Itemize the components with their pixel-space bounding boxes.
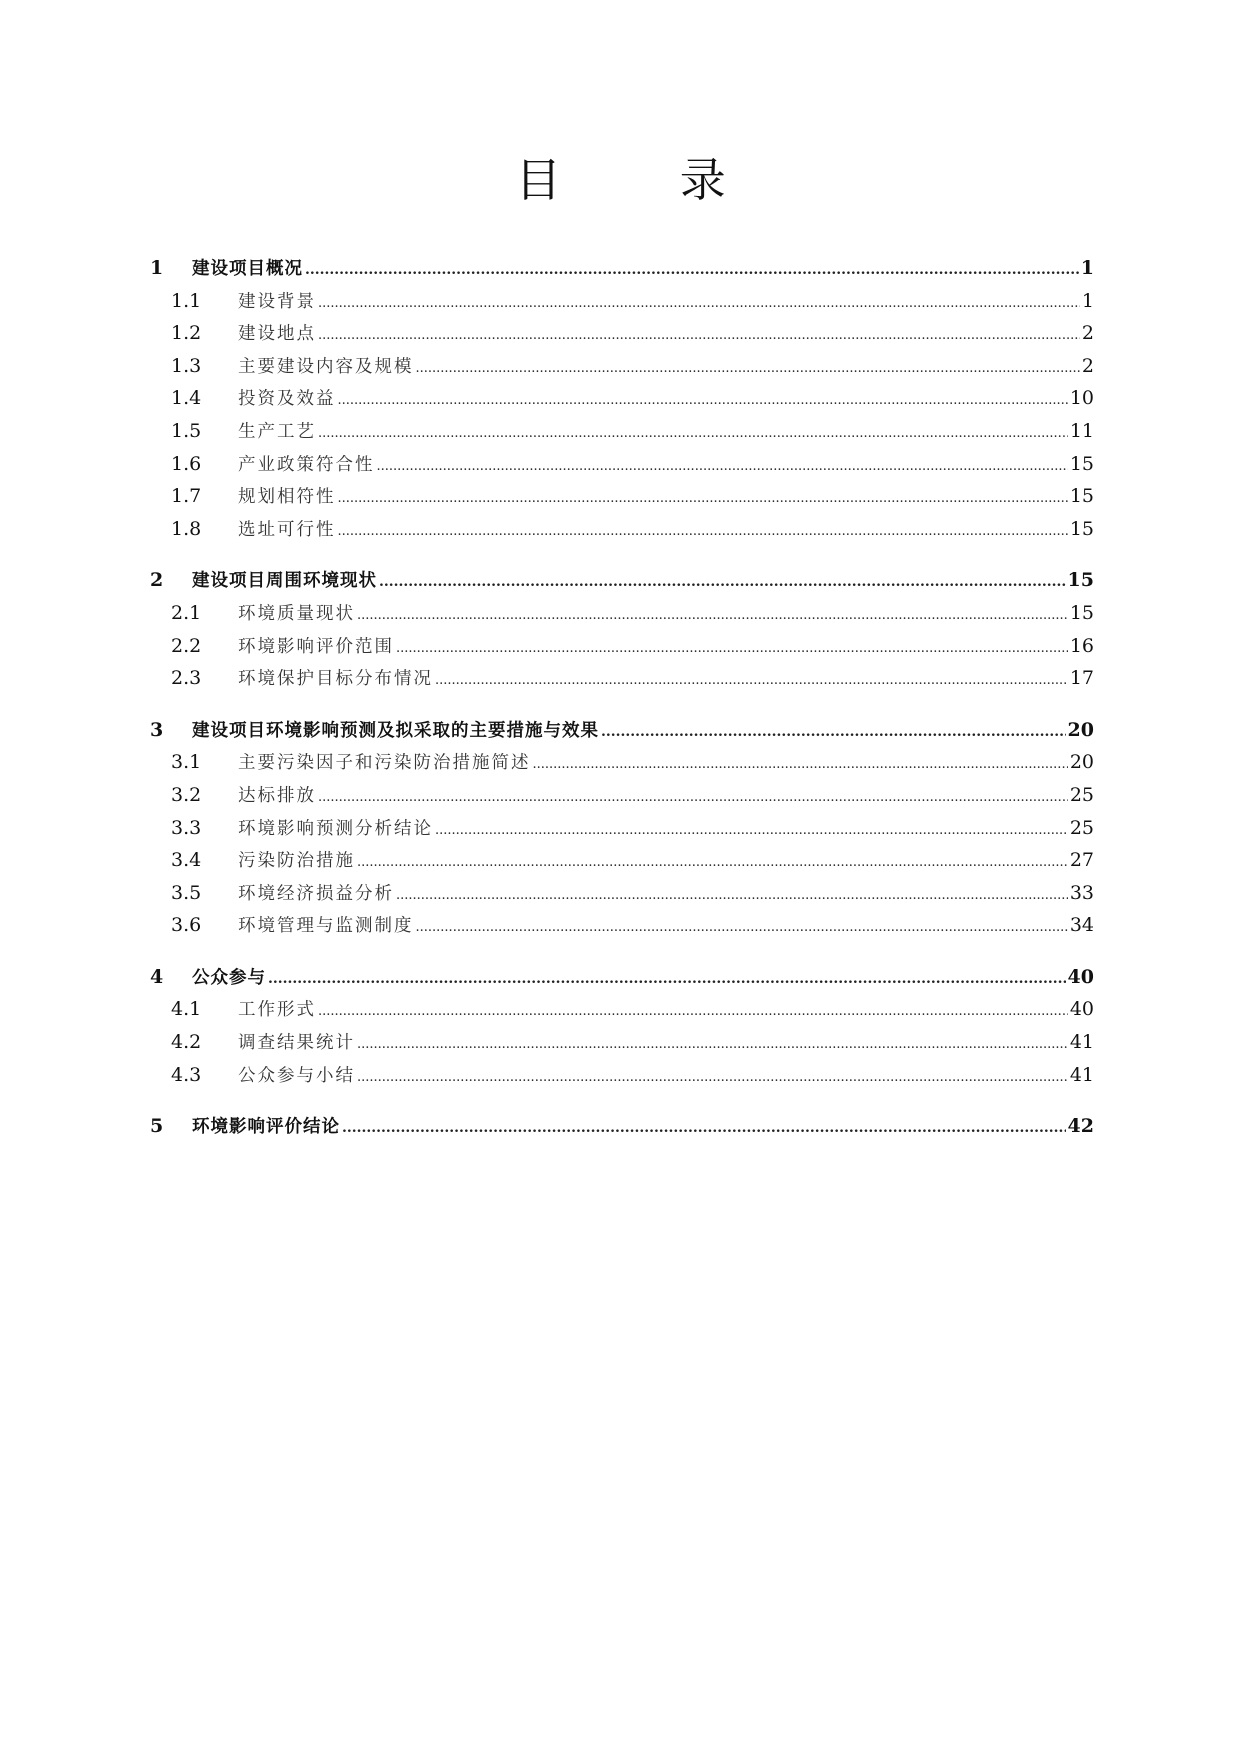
toc-leader-dots — [377, 448, 1068, 484]
toc-entry-number: 4 — [150, 965, 164, 988]
toc-entry-title: 环境经济损益分析 — [238, 883, 394, 904]
toc-section-entry[interactable] — [150, 382, 1094, 415]
toc-entry-page-number: 2 — [1081, 322, 1094, 345]
toc-entry-page-number: 1 — [1080, 257, 1094, 279]
toc-entry-page-number: 1 — [1081, 289, 1094, 312]
toc-entry-number: 2 — [150, 569, 164, 592]
toc-leader-dots — [318, 285, 1080, 321]
toc-entry-number: 4.3 — [171, 1063, 202, 1086]
toc-entry-title: 公众参与小结 — [238, 1065, 355, 1086]
toc-entry-number: 3.6 — [171, 914, 202, 937]
toc-entry-page-number: 25 — [1069, 783, 1094, 806]
toc-section-entry[interactable] — [150, 448, 1094, 481]
toc-section-entry[interactable] — [150, 746, 1094, 779]
toc-entry-page-number: 10 — [1069, 387, 1094, 410]
toc-entry-page-number: 15 — [1069, 485, 1094, 508]
toc-entry-page-number: 41 — [1069, 1063, 1094, 1086]
toc-entry-page-number: 34 — [1069, 914, 1094, 937]
toc-section-entry[interactable] — [150, 630, 1094, 663]
toc-entry-number: 1.5 — [171, 419, 202, 442]
toc-leader-dots — [318, 317, 1080, 353]
toc-entry-number: 3.5 — [171, 881, 202, 904]
toc-entry-title: 环境管理与监测制度 — [238, 916, 414, 937]
toc-entry-title: 调查结果统计 — [238, 1033, 355, 1054]
toc-leader-dots — [416, 350, 1080, 386]
toc-leader-dots — [601, 714, 1066, 749]
toc-entry-title: 环境影响评价范围 — [238, 636, 394, 657]
toc-entry-number: 1.3 — [171, 354, 202, 377]
toc-entry-title: 环境影响评价结论 — [192, 1117, 340, 1138]
toc-entry-number: 3.1 — [171, 751, 202, 774]
toc-entry-number: 1.2 — [171, 322, 202, 345]
toc-leader-dots — [396, 630, 1068, 666]
toc-entry-number: 3.2 — [171, 783, 202, 806]
toc-entry-title: 公众参与 — [192, 967, 266, 988]
toc-entry-title: 主要污染因子和污染防治措施简述 — [238, 753, 531, 774]
toc-leader-dots — [379, 564, 1066, 599]
toc-leader-dots — [435, 812, 1068, 848]
toc-section-entry[interactable] — [150, 415, 1094, 448]
toc-entry-title: 生产工艺 — [238, 421, 316, 442]
toc-entry-number: 1.8 — [171, 517, 202, 540]
toc-entry-title: 建设项目周围环境现状 — [192, 571, 377, 592]
page-title: 目 录 — [515, 153, 778, 207]
toc-entry-page-number: 15 — [1069, 601, 1094, 624]
toc-section-entry[interactable] — [150, 1026, 1094, 1059]
toc-section-entry[interactable] — [150, 597, 1094, 630]
toc-leader-dots — [533, 746, 1068, 782]
toc-leader-dots — [357, 1026, 1068, 1062]
toc-entry-title: 污染防治措施 — [238, 851, 355, 872]
toc-leader-dots — [305, 252, 1079, 287]
toc-section-entry[interactable] — [150, 662, 1094, 695]
toc-entry-page-number: 20 — [1067, 718, 1094, 741]
toc-entry-number: 3.3 — [171, 816, 202, 839]
toc-leader-dots — [318, 993, 1068, 1029]
toc-entry-number: 2.1 — [171, 601, 202, 624]
toc-entry-title: 主要建设内容及规模 — [238, 356, 414, 377]
toc-entry-page-number: 15 — [1067, 569, 1094, 592]
toc-entry-number: 1 — [150, 257, 164, 279]
toc-entry-title: 建设项目概况 — [192, 259, 303, 279]
toc-section-entry[interactable] — [150, 513, 1094, 546]
toc-entry-page-number: 27 — [1069, 849, 1094, 872]
toc-entry-page-number: 33 — [1069, 881, 1094, 904]
toc-entry-page-number: 11 — [1069, 419, 1094, 442]
toc-leader-dots — [338, 513, 1068, 549]
toc-section-entry[interactable] — [150, 844, 1094, 877]
toc-entry-title: 工作形式 — [238, 1000, 316, 1021]
toc-entry-number: 1.7 — [171, 485, 202, 508]
toc-chapter-entry[interactable] — [150, 714, 1094, 747]
toc-entry-title: 建设背景 — [238, 291, 316, 312]
toc-chapter-entry[interactable] — [150, 961, 1094, 994]
toc-leader-dots — [342, 1110, 1066, 1145]
toc-chapter-entry[interactable] — [150, 252, 1094, 285]
toc-entry-title: 环境保护目标分布情况 — [238, 669, 433, 690]
toc-leader-dots — [338, 382, 1068, 418]
toc-entry-title: 规划相符性 — [238, 487, 336, 508]
toc-leader-dots — [357, 844, 1068, 880]
toc-leader-dots — [318, 415, 1068, 451]
toc-entry-title: 达标排放 — [238, 785, 316, 806]
toc-entry-number: 4.1 — [171, 998, 202, 1021]
toc-section-entry[interactable] — [150, 993, 1094, 1026]
toc-entry-number: 3.4 — [171, 849, 202, 872]
toc-entry-number: 2.2 — [171, 634, 202, 657]
toc-entry-page-number: 40 — [1069, 998, 1094, 1021]
toc-entry-page-number: 25 — [1069, 816, 1094, 839]
toc-leader-dots — [435, 662, 1068, 698]
toc-section-entry[interactable] — [150, 812, 1094, 845]
toc-section-entry[interactable] — [150, 480, 1094, 513]
toc-entry-title: 选址可行性 — [238, 519, 336, 540]
toc-section-entry[interactable] — [150, 350, 1094, 383]
toc-leader-dots — [396, 877, 1068, 913]
toc-entry-page-number: 15 — [1069, 452, 1094, 475]
toc-leader-dots — [268, 961, 1066, 996]
toc-entry-page-number: 2 — [1081, 354, 1094, 377]
toc-leader-dots — [416, 909, 1068, 945]
toc-entry-title: 环境质量现状 — [238, 603, 355, 624]
toc-entry-title: 环境影响预测分析结论 — [238, 818, 433, 839]
toc-leader-dots — [357, 597, 1068, 633]
toc-chapter-entry[interactable] — [150, 564, 1094, 597]
toc-leader-dots — [318, 779, 1068, 815]
toc-section-entry[interactable] — [150, 317, 1094, 350]
toc-entry-number: 1.4 — [171, 387, 202, 410]
toc-entry-page-number: 15 — [1069, 517, 1094, 540]
toc-entry-number: 5 — [150, 1115, 164, 1138]
toc-section-entry[interactable] — [150, 877, 1094, 910]
toc-entry-number: 1.6 — [171, 452, 202, 475]
toc-entry-title: 建设地点 — [238, 324, 316, 345]
toc-section-entry[interactable] — [150, 779, 1094, 812]
toc-entry-title: 产业政策符合性 — [238, 454, 375, 475]
toc-section-entry[interactable] — [150, 909, 1094, 942]
toc-entry-number: 2.3 — [171, 667, 202, 690]
toc-entry-page-number: 20 — [1069, 751, 1094, 774]
toc-entry-number: 1.1 — [171, 289, 202, 312]
toc-leader-dots — [357, 1059, 1068, 1095]
toc-entry-title: 投资及效益 — [238, 389, 336, 410]
toc-entry-number: 3 — [150, 718, 164, 741]
table-of-contents — [150, 252, 1094, 1143]
toc-entry-page-number: 40 — [1067, 965, 1094, 988]
toc-chapter-entry[interactable] — [150, 1110, 1094, 1143]
toc-leader-dots — [338, 480, 1068, 516]
toc-section-entry[interactable] — [150, 285, 1094, 318]
toc-entry-page-number: 17 — [1069, 667, 1094, 690]
toc-section-entry[interactable] — [150, 1059, 1094, 1092]
toc-entry-number: 4.2 — [171, 1031, 202, 1054]
toc-entry-page-number: 42 — [1067, 1115, 1094, 1138]
toc-entry-page-number: 16 — [1069, 634, 1094, 657]
toc-entry-title: 建设项目环境影响预测及拟采取的主要措施与效果 — [192, 720, 599, 741]
toc-entry-page-number: 41 — [1069, 1031, 1094, 1054]
